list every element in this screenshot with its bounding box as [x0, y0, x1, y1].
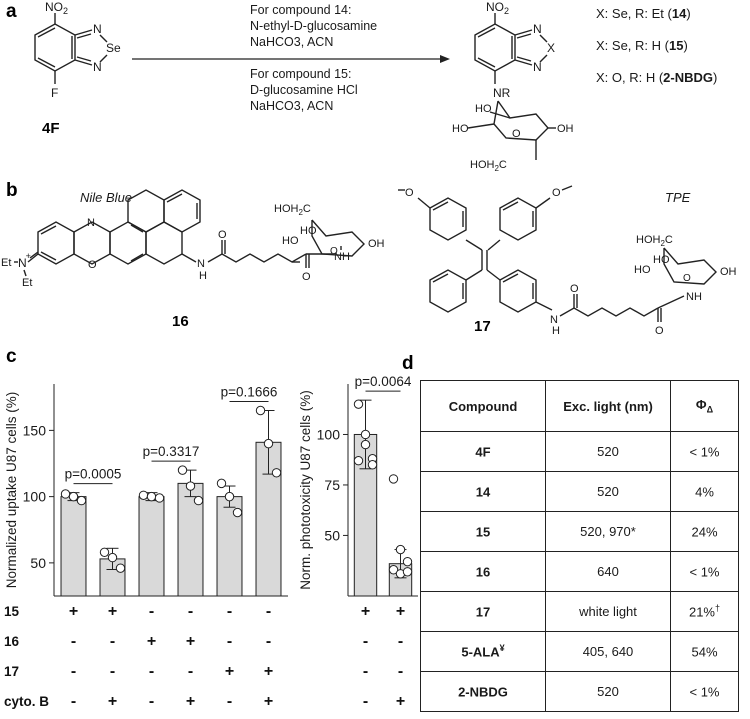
- c17-ho2: HO: [634, 264, 651, 276]
- treatment-sign: -: [397, 663, 404, 680]
- table-row: [421, 512, 739, 552]
- data-point: [178, 466, 186, 474]
- treatment-sign: +: [224, 663, 235, 680]
- treatment-sign: -: [226, 693, 233, 710]
- cell-compound: [421, 552, 546, 592]
- compound-name: 14: [475, 484, 491, 500]
- data-point: [116, 564, 124, 572]
- treatment-sign: -: [109, 633, 116, 650]
- table-row: [421, 472, 739, 512]
- table-header-row: [421, 381, 739, 432]
- condition-top-2: N-ethyl-D-glucosamine: [250, 19, 378, 33]
- treatment-sign: +: [263, 693, 274, 710]
- cell-compound: [421, 672, 546, 712]
- treatment-sign: -: [265, 633, 272, 650]
- product-hoh2c: $HOH_2C$: [470, 159, 507, 173]
- treatment-sign: -: [70, 693, 77, 710]
- data-point: [354, 400, 362, 408]
- reactant-n2: N: [93, 60, 102, 74]
- panel-label-b: b: [6, 180, 18, 201]
- c16-n-plus: N+: [18, 251, 31, 270]
- compound-17-structure: [398, 186, 737, 337]
- reactant-no2: $NO_2$: [45, 0, 69, 16]
- c17-methoxy-o1: O: [405, 187, 414, 199]
- treatment-sign: -: [148, 693, 155, 710]
- data-point: [186, 482, 194, 490]
- table-row: [421, 592, 739, 632]
- cell-compound: [421, 512, 546, 552]
- treatment-sign: +: [360, 603, 371, 620]
- treatment-grid: [4, 603, 405, 710]
- c16-et1: Et: [1, 257, 12, 269]
- data-point: [155, 494, 163, 502]
- cell-compound: [421, 632, 546, 672]
- data-point: [61, 490, 69, 498]
- condition-bottom-3: NaHCO3, ACN: [250, 99, 334, 113]
- header-exc-light: Exc. light (nm): [546, 381, 671, 432]
- treatment-sign: -: [148, 663, 155, 680]
- c16-ho2: HO: [282, 235, 299, 247]
- treatment-sign: -: [109, 663, 116, 680]
- cell-exc-light: 520: [546, 672, 671, 712]
- data-point: [147, 492, 155, 500]
- y-tick-label: 50: [324, 527, 340, 544]
- compound-name: 2-NBDG: [458, 684, 508, 700]
- cell-quantum-yield: [671, 432, 739, 472]
- reactant-f: F: [51, 86, 59, 100]
- treatment-sign: -: [397, 633, 404, 650]
- phototoxicity-chart: [298, 374, 418, 596]
- data-point: [233, 508, 241, 516]
- condition-bottom-2: D-glucosamine HCl: [250, 83, 358, 97]
- c17-sugar-nh: NH: [686, 291, 702, 303]
- quantum-yield-table: [420, 380, 739, 712]
- data-point: [100, 548, 108, 556]
- c16-ring-o: O: [88, 259, 97, 271]
- y-axis-label: Norm. phototoxicity U87 cells (%): [298, 390, 313, 590]
- table-row: [421, 432, 739, 472]
- nile-blue-name: Nile Blue: [80, 190, 133, 205]
- reactant-se: Se: [106, 41, 121, 55]
- reactant-n1: N: [93, 22, 102, 36]
- treatment-sign: +: [68, 603, 79, 620]
- product-n2: N: [533, 60, 542, 74]
- c17-carbonyl-o1: O: [570, 283, 579, 295]
- c17-carbonyl-o2: O: [655, 325, 664, 337]
- c16-amide-n: N: [197, 258, 205, 270]
- data-point: [354, 457, 362, 465]
- treatment-row-label: 15: [4, 604, 20, 619]
- quantum-yield-value: 24%: [691, 524, 718, 540]
- product-oh: OH: [557, 123, 574, 135]
- cell-exc-light: 640: [546, 552, 671, 592]
- treatment-row-label: cyto. B: [4, 694, 50, 709]
- c17-ho1: HO: [653, 254, 670, 266]
- compound-17-label: 17: [474, 318, 491, 335]
- cell-quantum-yield: [671, 472, 739, 512]
- cell-exc-light: 520: [546, 432, 671, 472]
- treatment-sign: -: [362, 633, 369, 650]
- tpe-name: TPE: [665, 190, 691, 205]
- cell-compound: [421, 472, 546, 512]
- reactant-label: 4F: [42, 120, 60, 137]
- data-point: [256, 406, 264, 414]
- data-point: [194, 496, 202, 504]
- cell-quantum-yield: [671, 512, 739, 552]
- cell-quantum-yield: [671, 592, 739, 632]
- treatment-sign: -: [226, 603, 233, 620]
- product-ho1: HO: [475, 103, 492, 115]
- treatment-sign: +: [395, 603, 406, 620]
- treatment-row-label: 16: [4, 634, 20, 649]
- data-point: [217, 479, 225, 487]
- quantum-yield-value: < 1%: [689, 684, 720, 700]
- cell-exc-light: 520, 970*: [546, 512, 671, 552]
- quantum-yield-footnote: †: [715, 603, 721, 614]
- cell-exc-light: 520: [546, 472, 671, 512]
- uptake-chart: [4, 384, 288, 596]
- c17-oh: OH: [720, 266, 737, 278]
- treatment-sign: +: [185, 633, 196, 650]
- compound-16-label: 16: [172, 313, 189, 330]
- data-point: [368, 461, 376, 469]
- treatment-sign: -: [148, 603, 155, 620]
- y-tick-label: 150: [22, 422, 46, 439]
- data-point: [77, 496, 85, 504]
- reaction-arrow: [132, 55, 450, 63]
- cell-exc-light: 405, 640: [546, 632, 671, 672]
- c16-sugar-o: O: [330, 246, 338, 257]
- p-value-label: p=0.0064: [354, 374, 412, 390]
- data-point: [139, 491, 147, 499]
- condition-bottom-1: For compound 15:: [250, 67, 352, 81]
- data-point: [403, 557, 411, 565]
- cell-quantum-yield: [671, 552, 739, 592]
- compound-name: 15: [475, 524, 491, 540]
- data-point: [361, 430, 369, 438]
- data-point: [361, 440, 369, 448]
- treatment-sign: -: [362, 693, 369, 710]
- compound-name: 5-ALA: [461, 644, 500, 660]
- compound-footnote: ¥: [499, 643, 505, 654]
- treatment-sign: -: [70, 633, 77, 650]
- treatment-sign: -: [362, 663, 369, 680]
- c16-ring-n: N: [87, 217, 95, 229]
- c16-et2: Et: [22, 277, 33, 289]
- panel-label-d: d: [402, 353, 414, 374]
- y-tick-label: 75: [324, 476, 340, 493]
- quantum-yield-value: < 1%: [689, 564, 720, 580]
- p-value-label: p=0.0005: [64, 466, 122, 482]
- data-point: [69, 492, 77, 500]
- c16-carbonyl-o1: O: [218, 229, 227, 241]
- compound-name: 17: [475, 604, 491, 620]
- c16-hoh2c: $HOH_2C$: [274, 203, 311, 217]
- treatment-row-label: 17: [4, 664, 20, 679]
- table-row: [421, 672, 739, 712]
- y-tick-label: 100: [22, 488, 46, 505]
- c16-amide-h: H: [199, 270, 207, 282]
- condition-top-3: NaHCO3, ACN: [250, 35, 334, 49]
- bar: [139, 497, 164, 596]
- c16-ho1: HO: [300, 225, 317, 237]
- panel-label-c: c: [6, 346, 17, 367]
- product-structure: [452, 0, 574, 173]
- quantum-yield-value: < 1%: [689, 444, 720, 460]
- compound-name: 16: [475, 564, 491, 580]
- product-ring-o: O: [512, 128, 521, 140]
- p-value-label: p=0.3317: [142, 444, 200, 460]
- data-point: [264, 439, 272, 447]
- compound-16-structure: [1, 190, 385, 289]
- p-value-label: p=0.1666: [220, 384, 278, 400]
- y-tick-label: 100: [316, 426, 340, 443]
- quantum-yield-value: 4%: [695, 484, 714, 500]
- quantum-yield-value: 54%: [691, 644, 718, 660]
- treatment-sign: +: [146, 633, 157, 650]
- product-no2: $NO_2$: [486, 0, 510, 16]
- treatment-sign: -: [226, 633, 233, 650]
- data-point: [272, 469, 280, 477]
- legend-row-2nbdg: X: O, R: H (2-NBDG): [596, 70, 718, 85]
- product-x: X: [547, 41, 556, 55]
- reactant-4f-structure: [35, 0, 121, 100]
- product-nr: NR: [493, 86, 511, 100]
- treatment-sign: +: [107, 693, 118, 710]
- treatment-sign: +: [107, 603, 118, 620]
- treatment-sign: +: [395, 693, 406, 710]
- table-row: [421, 632, 739, 672]
- treatment-sign: -: [265, 603, 272, 620]
- treatment-sign: +: [185, 693, 196, 710]
- data-point: [396, 545, 404, 553]
- c16-sugar-nh: NH: [334, 251, 350, 263]
- c17-sugar-o: O: [683, 273, 691, 284]
- cell-exc-light: white light: [546, 592, 671, 632]
- product-n1: N: [533, 22, 542, 36]
- treatment-sign: -: [187, 663, 194, 680]
- c17-amide-n: N: [550, 314, 558, 326]
- c16-oh: OH: [368, 238, 385, 250]
- treatment-sign: -: [187, 603, 194, 620]
- c17-methoxy-o2: O: [552, 187, 561, 199]
- table-row: [421, 552, 739, 592]
- cell-quantum-yield: [671, 672, 739, 712]
- compound-name: 4F: [475, 444, 491, 460]
- cell-quantum-yield: [671, 632, 739, 672]
- data-point: [403, 568, 411, 576]
- treatment-sign: +: [263, 663, 274, 680]
- y-axis-label: Normalized uptake U87 cells (%): [4, 391, 19, 589]
- data-point: [389, 475, 397, 483]
- c17-amide-h: H: [552, 325, 560, 337]
- product-ho2: HO: [452, 123, 469, 135]
- quantum-yield-value: 21%: [688, 604, 715, 620]
- legend-row-15: X: Se, R: H (15): [596, 38, 688, 53]
- header-compound: Compound: [421, 381, 546, 432]
- treatment-sign: -: [70, 663, 77, 680]
- table-body: [421, 432, 739, 712]
- c17-hoh2c: $HOH_2C$: [636, 234, 673, 248]
- cell-compound: [421, 592, 546, 632]
- condition-top-1: For compound 14:: [250, 3, 352, 17]
- c16-carbonyl-o2: O: [302, 271, 311, 283]
- y-tick-label: 50: [30, 554, 46, 571]
- data-point: [225, 492, 233, 500]
- cell-compound: [421, 432, 546, 472]
- panel-label-a: a: [6, 1, 17, 22]
- legend-row-14: X: Se, R: Et (14): [596, 6, 691, 21]
- bar: [61, 497, 86, 596]
- header-phi: $\Phi_\Delta$: [671, 381, 739, 432]
- data-point: [108, 553, 116, 561]
